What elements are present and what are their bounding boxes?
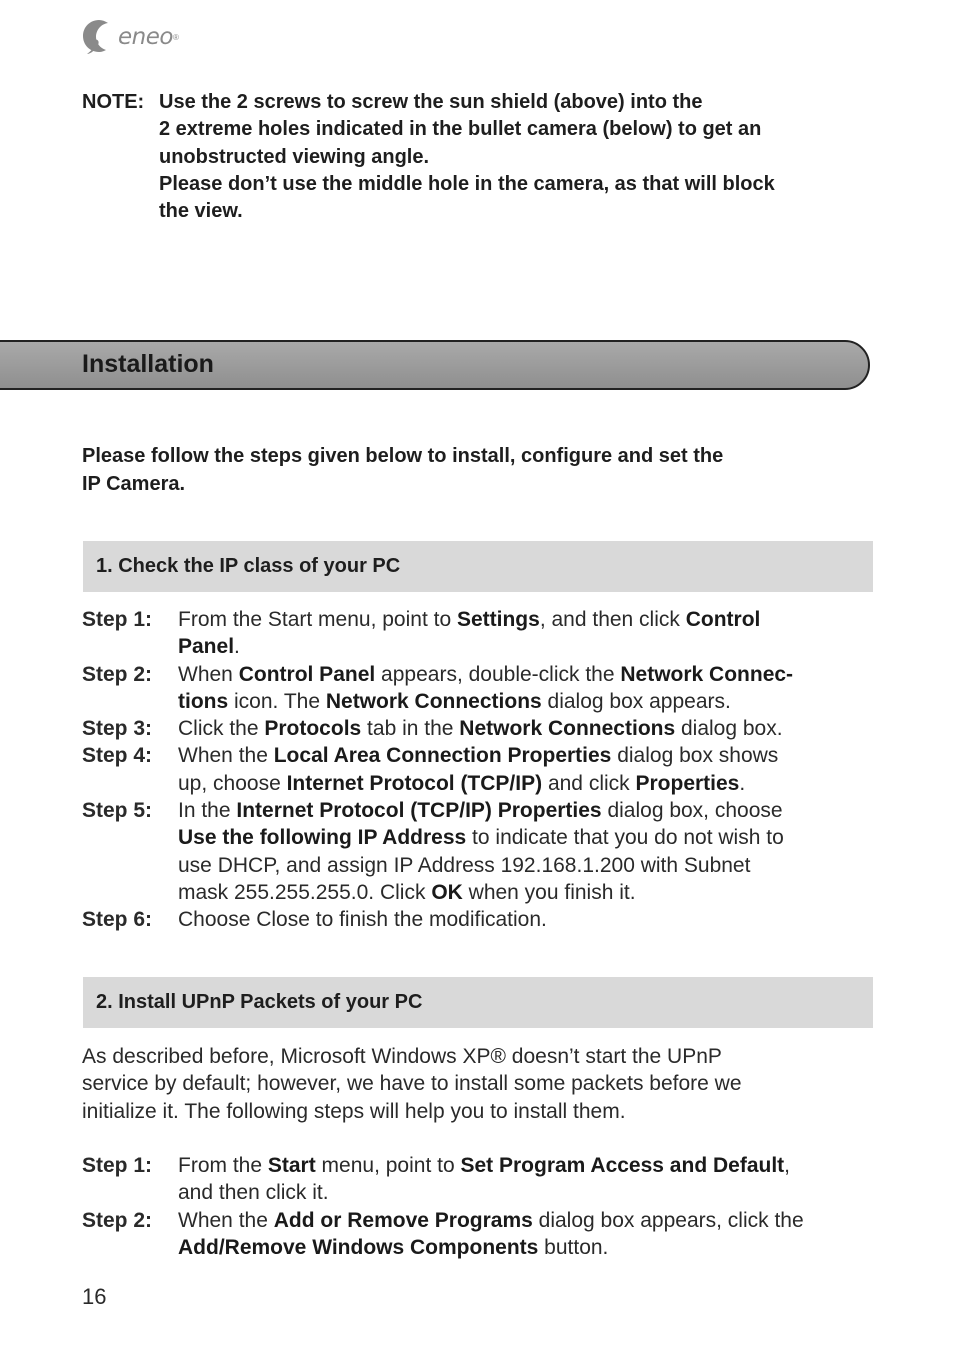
step-label: Step 4: xyxy=(82,744,153,768)
note-label: NOTE: xyxy=(82,91,145,113)
step-item: Step 2: When the Add or Remove Programs dialog box appears, click the Add/Remove Windows Components button. xyxy=(82,1207,882,1262)
step-label: Step 2: xyxy=(82,1208,153,1232)
note-line: unobstructed viewing angle. xyxy=(159,145,430,168)
subheading-install-upnp: 2. Install UPnP Packets of your PC xyxy=(83,977,873,1028)
eneo-logo-icon xyxy=(82,18,116,56)
step-label: Step 1: xyxy=(82,1154,153,1177)
steps-list-ip-class xyxy=(82,606,882,934)
step-item: Step 3: Click the Protocols tab in the Network Connections dialog box. xyxy=(82,715,882,742)
step-item: Step 1: From the Start menu, point to Set Program Access and Default, and then click it. xyxy=(82,1152,882,1207)
paragraph-line: As described before, Microsoft Windows XP® doesn’t start the UPnP xyxy=(82,1045,722,1068)
steps-list-upnp xyxy=(82,1152,882,1261)
step-label: Step 5: xyxy=(82,799,153,823)
note-line: Use the 2 screws to screw the sun shield (above) into the xyxy=(159,91,703,113)
paragraph-line: service by default; however, we have to install some packets before we xyxy=(82,1072,742,1096)
step-label: Step 1: xyxy=(82,608,153,631)
page-number: 16 xyxy=(82,1284,107,1309)
step-item: Step 4: When the Local Area Connection Properties dialog box shows up, choose Internet Protocol (TCP/IP) and click Properties. xyxy=(82,742,882,797)
step-label: Step 6: xyxy=(82,908,153,932)
note-line: 2 extreme holes indicated in the bullet camera (below) to get an xyxy=(159,118,762,141)
step-item: Step 5: In the Internet Protocol (TCP/IP) Properties dialog box, choose Use the following IP Address to indicate that you do not wish to use DHCP, and assign IP Address 192.168.1.200 with Subnet mask 255.255.255.0. Click OK when you finish it. xyxy=(82,797,882,906)
paragraph-line: initialize it. The following steps will help you to install them. xyxy=(82,1099,626,1123)
intro-line: Please follow the steps given below to install, configure and set the xyxy=(82,445,724,467)
step-label: Step 2: xyxy=(82,662,153,686)
upnp-description xyxy=(82,1043,742,1125)
subheading-check-ip-class: 1. Check the IP class of your PC xyxy=(83,541,873,592)
section-title: Installation xyxy=(82,350,214,378)
step-label: Step 3: xyxy=(82,717,153,741)
step-item: Step 6: Choose Close to finish the modification. xyxy=(82,906,882,933)
note-block xyxy=(82,89,882,225)
step-item: Step 2: When Control Panel appears, double-click the Network Connec- tions icon. The Network Connections dialog box appears. xyxy=(82,661,882,716)
note-line: Please don’t use the middle hole in the camera, as that will block xyxy=(159,172,775,195)
note-line: the view. xyxy=(159,200,243,223)
logo-registered-mark: ® xyxy=(172,32,179,42)
eneo-logo xyxy=(82,18,179,56)
intro-text xyxy=(82,443,723,498)
intro-line: IP Camera. xyxy=(82,472,186,495)
logo-wordmark: eneo xyxy=(118,24,173,50)
step-item: Step 1: From the Start menu, point to Settings, and then click Control Panel. xyxy=(82,606,882,661)
